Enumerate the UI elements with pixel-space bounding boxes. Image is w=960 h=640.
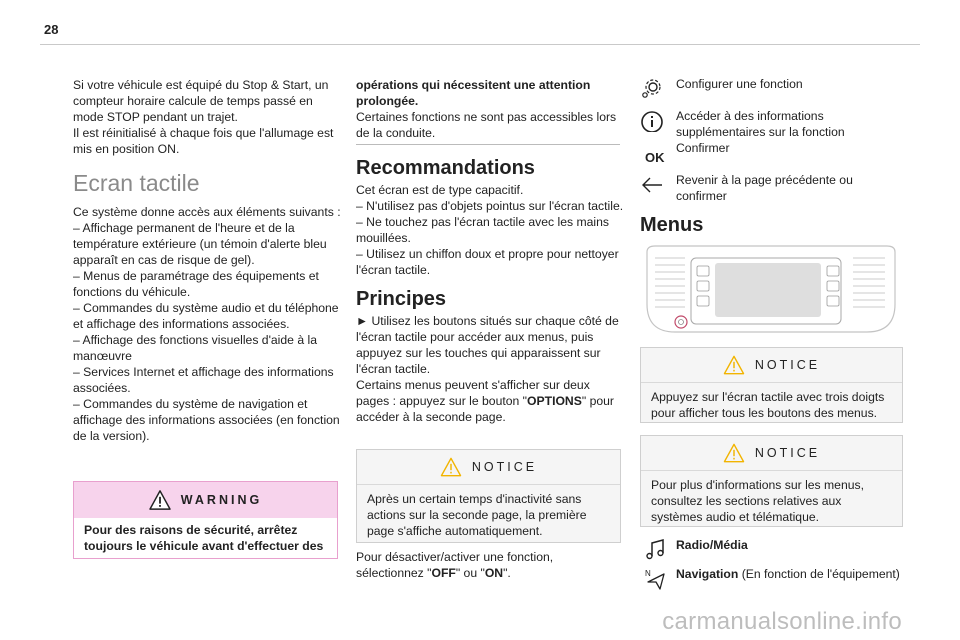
notice-box-inactivity — [356, 449, 621, 543]
gear-icon — [640, 76, 664, 100]
notice-box-three-fingers — [640, 347, 903, 423]
notice-title-1: NOTICE — [754, 358, 821, 372]
notice-header-2 — [641, 436, 902, 471]
notice-header-1 — [641, 348, 902, 383]
legend-ok-text: Confirmer — [676, 141, 730, 155]
principes-text-2c: " pour accéder à la seconde page. — [356, 394, 614, 424]
heading-recommandations: Recommandations — [356, 157, 535, 179]
recommandations-section — [356, 157, 624, 425]
section-divider — [356, 144, 620, 145]
legend-configure — [640, 76, 803, 100]
driving-restriction-text: Certaines fonctions ne sont pas accessibles lors de la conduite. — [356, 110, 617, 140]
watermark: carmanualsonline.info — [662, 608, 902, 635]
ecran-tactile-body: Ce système donne accès aux éléments suivants : – Affichage permanent de l'heure et de la température extérieure (un témoin d'alerte bleu apparaît en cas de risque de gel). – Menus de paramétrage des équipements et fonctions du véhicule. – Commandes du système audio et du téléphone et affichage des informations associées. – Affichage des fonctions visuelles d'aide à la manœuvre – Services Internet et affichage des informations associées. – Commandes du système de navigation et affichage des informations associées (en fonction de la version). — [73, 205, 341, 443]
svg-text:N: N — [645, 569, 651, 578]
warning-title: WARNING — [180, 493, 263, 507]
notice-triangle-icon — [723, 355, 745, 375]
legend-back — [640, 172, 876, 204]
notice-triangle-icon — [723, 443, 745, 463]
warning-header — [74, 482, 337, 518]
navigation-icon — [644, 566, 668, 590]
notice-title-2: NOTICE — [754, 446, 821, 460]
toggle-instruction — [356, 549, 624, 581]
menu-radio-media — [644, 537, 748, 561]
legend-info — [640, 108, 876, 140]
notice-box-menus-info — [640, 435, 903, 527]
navigation-suffix: (En fonction de l'équipement) — [738, 567, 900, 581]
notice-header — [357, 450, 620, 485]
heading-menus: Menus — [640, 214, 704, 236]
stop-start-intro: Si votre véhicule est équipé du Stop & Start, un compteur horaire calcule de temps passé en mode STOP pendant un trajet. Il est réinitialisé à chaque fois que l'allumage est mis en position ON. — [73, 78, 334, 156]
principes-text-2a: Certains menus peuvent s'afficher sur deux pages : appuyez sur le bouton " — [356, 378, 590, 408]
notice-title: NOTICE — [471, 460, 538, 474]
info-icon — [640, 108, 664, 132]
notice-text-2: Pour plus d'informations sur les menus, consultez les sections relatives aux systèmes audio et télématique. — [651, 478, 864, 524]
column-left — [73, 77, 341, 444]
menu-navigation — [644, 566, 900, 590]
recommandations-body: Cet écran est de type capacitif. – N'utilisez pas d'objets pointus sur l'écran tactile. – Ne touchez pas l'écran tactile avec les mains mouillées. – Utilisez un chiffon doux et propre pour nettoyer l'écran tactile. — [356, 183, 624, 277]
notice-text-1: Appuyez sur l'écran tactile avec trois doigts pour afficher tous les boutons des menus. — [651, 390, 885, 420]
radio-media-label: Radio/Média — [676, 538, 748, 552]
legend-back-text: Revenir à la page précédente ou confirmer — [676, 173, 853, 203]
principes-text-1: ► Utilisez les boutons situés sur chaque côté de l'écran tactile pour accéder aux menus, puis appuyez sur les touches qui apparaissent sur l'écran tactile. — [356, 314, 619, 376]
heading-principes: Principes — [356, 288, 447, 310]
options-label: OPTIONS — [527, 394, 582, 408]
top-divider — [40, 44, 920, 45]
ok-icon: OK — [645, 150, 665, 165]
notice-text: Après un certain temps d'inactivité sans actions sur la seconde page, la première page s'affiche automatiquement. — [367, 492, 587, 538]
toggle-text-a: Pour désactiver/activer une fonction, sélectionnez " — [356, 550, 554, 580]
page-number: 28 — [44, 22, 59, 37]
principes-text-2 — [356, 377, 624, 425]
toggle-text-end: ". — [503, 566, 511, 580]
legend-configure-text: Configurer une fonction — [676, 77, 803, 91]
music-note-icon — [644, 537, 668, 561]
on-label: ON — [484, 566, 504, 580]
warning-box — [73, 481, 338, 559]
warning-text: Pour des raisons de sécurité, arrêtez toujours le véhicule avant d'effectuer des — [84, 523, 324, 553]
off-label: OFF — [431, 566, 456, 580]
toggle-text-mid: " ou " — [455, 566, 485, 580]
navigation-label: Navigation — [676, 567, 739, 581]
heading-ecran-tactile: Ecran tactile — [73, 170, 200, 196]
column-middle — [356, 77, 624, 141]
notice-triangle-icon — [440, 457, 462, 477]
warning-triangle-icon — [149, 490, 171, 510]
navigation-text — [676, 566, 900, 582]
legend-info-text: Accéder à des informations supplémentaires sur la fonction — [676, 109, 845, 139]
touchscreen-illustration — [641, 244, 901, 334]
back-arrow-icon — [640, 172, 664, 196]
attention-text: opérations qui nécessitent une attention prolongée. — [356, 78, 591, 108]
